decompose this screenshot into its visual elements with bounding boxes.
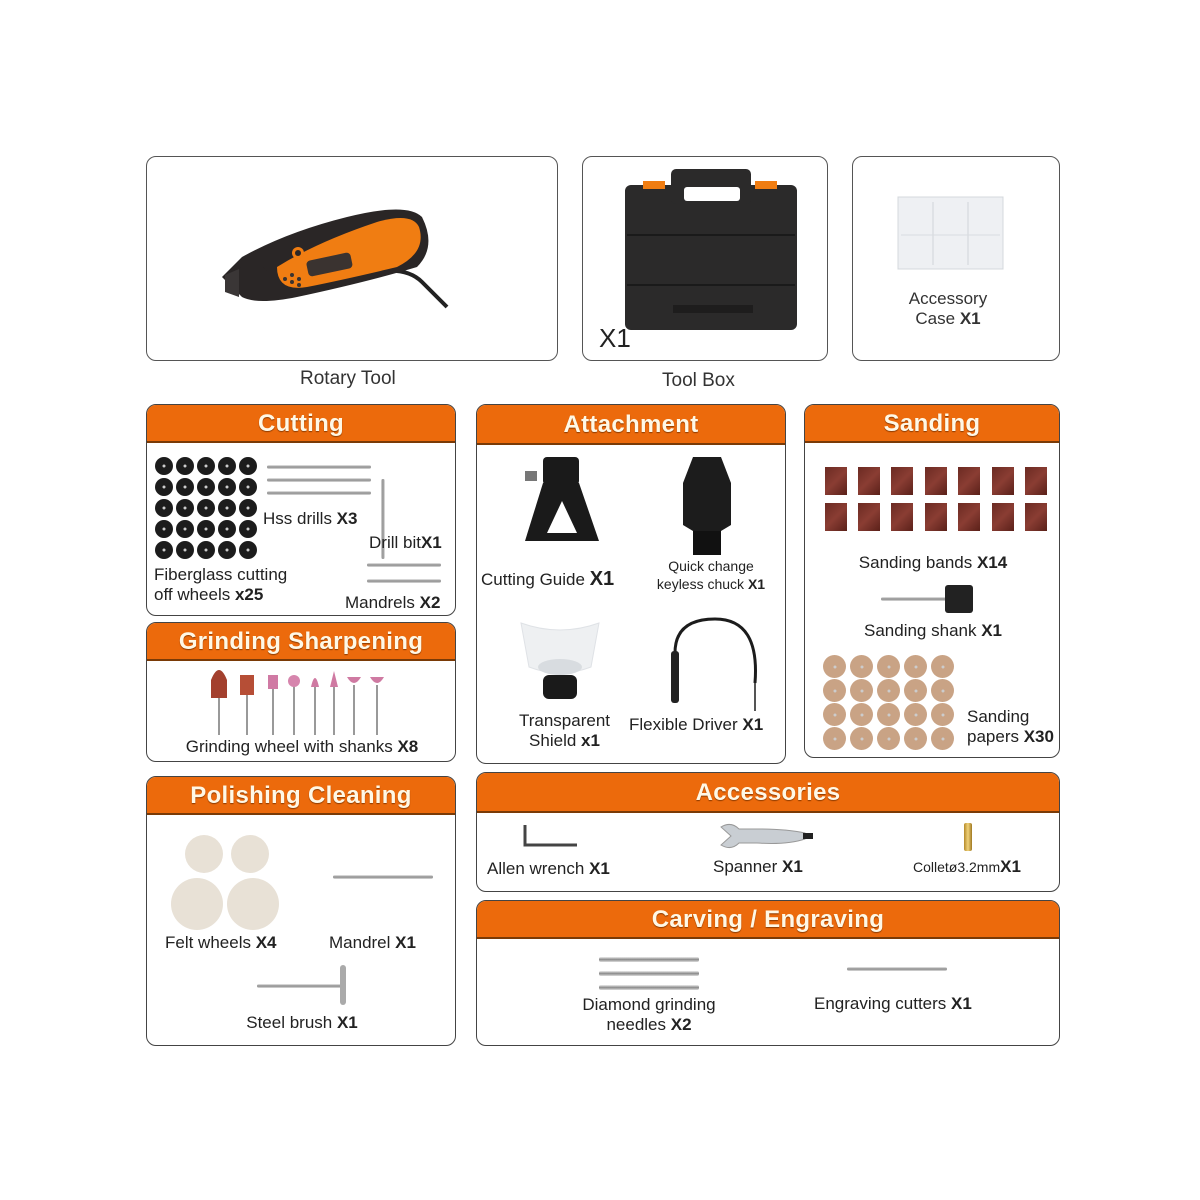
transparent-shield-image: [515, 617, 605, 707]
engraving-cutters-label: Engraving cutters X1: [814, 994, 972, 1013]
mandrels-label: Mandrels X2: [345, 593, 441, 612]
section-title: Accessories: [477, 773, 1059, 813]
mandrel-image: [333, 875, 433, 879]
cutting-guide-image: [517, 453, 607, 553]
keyless-chuck-label: Quick change keyless chuck X1: [656, 558, 766, 592]
sanding-papers-image: [823, 655, 959, 755]
grinding-wheels-label: Grinding wheel with shanks X8: [185, 737, 419, 756]
flexible-driver-image: [665, 613, 765, 713]
drill-bit-label: Drill bitX1: [369, 533, 442, 552]
engraving-cutter-image: [847, 967, 947, 971]
section-title: Sanding: [805, 405, 1059, 443]
section-attachment: [476, 404, 786, 764]
section-cutting: [146, 404, 456, 616]
section-carving-engraving: [476, 900, 1060, 1046]
mandrel-label: Mandrel X1: [329, 933, 416, 952]
steel-brush-label: Steel brush X1: [246, 1013, 358, 1032]
section-title: Grinding Sharpening: [147, 623, 455, 661]
sanding-shank-label: Sanding shank X1: [864, 621, 1002, 640]
accessory-case-label: Accessory Case X1: [908, 289, 988, 328]
section-title: Cutting: [147, 405, 455, 443]
tool-box-card: [582, 156, 828, 361]
cutting-wheels-label: Fiberglass cutting off wheels x25: [154, 565, 288, 604]
cutting-wheels-image: [155, 457, 259, 561]
allen-wrench-image: [521, 823, 581, 849]
cutting-guide-label: Cutting Guide X1: [481, 568, 615, 590]
tool-box-qty: X1: [599, 323, 631, 353]
diamond-needles-label: Diamond grinding needles X2: [582, 995, 716, 1034]
transparent-shield-label: Transparent Shield x1: [518, 711, 611, 750]
hss-drills-label: Hss drills X3: [263, 509, 358, 528]
section-title: Attachment: [477, 405, 785, 445]
sanding-bands-label: Sanding bands X14: [858, 553, 1008, 572]
rotary-tool-card: [146, 156, 558, 361]
section-title: Polishing Cleaning: [147, 777, 455, 815]
section-accessories: [476, 772, 1060, 892]
spanner-label: Spanner X1: [713, 857, 803, 876]
collet-image: [964, 823, 972, 851]
section-title: Carving / Engraving: [477, 901, 1059, 939]
section-grinding-sharpening: [146, 622, 456, 762]
allen-wrench-label: Allen wrench X1: [487, 859, 610, 878]
collet-label: Colletø3.2mmX1: [913, 857, 1021, 876]
grinding-wheels-image: [202, 665, 402, 740]
tool-box-caption: Tool Box: [662, 370, 735, 391]
accessory-case-card: [852, 156, 1060, 361]
section-polishing-cleaning: [146, 776, 456, 1046]
keyless-chuck-image: [677, 453, 737, 563]
section-sanding: [804, 404, 1060, 758]
spanner-image: [717, 821, 817, 851]
felt-wheels-label: Felt wheels X4: [165, 933, 277, 952]
rotary-tool-image: [147, 157, 558, 361]
rotary-tool-caption: Rotary Tool: [300, 368, 396, 389]
accessory-case-image: [853, 157, 1060, 277]
sanding-papers-label: Sanding papers X30: [967, 707, 1054, 746]
flexible-driver-label: Flexible Driver X1: [629, 715, 764, 734]
